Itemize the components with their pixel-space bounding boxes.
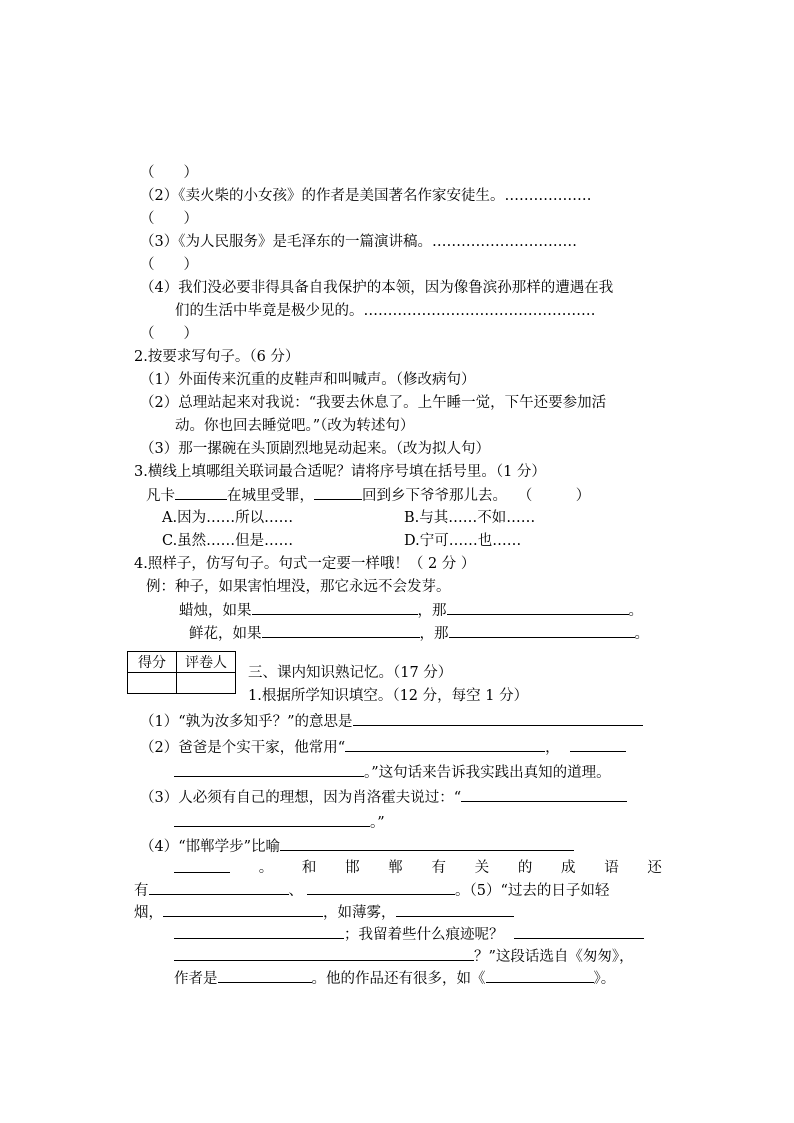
fill-3-text-1: （3）人必须有自己的理想，因为肖洛霍夫说过：“ — [140, 790, 462, 806]
judge-item-3: （3）《为人民服务》是毛泽东的一篇演讲稿。………………………… — [140, 234, 577, 250]
fill-4-word-4: 郸 — [388, 860, 403, 876]
fill-3-line2 — [174, 812, 385, 833]
fill-5-text-2: ，如薄雾， — [323, 905, 396, 921]
fill-4-blank-3[interactable] — [149, 880, 289, 895]
fill-4-line2 — [140, 858, 662, 878]
q4-line-1-part1: 蜡烛，如果 — [179, 603, 252, 619]
judge-paren-1[interactable]: （ ） — [140, 165, 198, 181]
score-cell[interactable] — [128, 673, 177, 694]
q3-blank-2[interactable] — [314, 485, 362, 500]
section-3-subtitle: 1.根据所学知识填空。（12 分，每空 1 分） — [248, 688, 529, 704]
q2-sentence-1: （1）外面传来沉重的皮鞋声和叫喊声。（修改病句） — [140, 372, 476, 388]
judge-item-4-line1: （4）我们没必要非得具备自我保护的本领，因为像鲁滨孙那样的遭遇在我 — [140, 280, 614, 296]
q3-option-c: C.虽然……但是…… — [162, 533, 294, 549]
fill-4-sep: 、 — [288, 883, 303, 899]
fill-4-line1 — [140, 836, 574, 857]
fill-2-blank-3[interactable] — [174, 762, 364, 777]
q4-line-1 — [179, 600, 643, 621]
judge-paren-3[interactable]: （ ） — [140, 257, 198, 273]
fill-4-line3 — [134, 880, 609, 901]
fill-4-text-1: （4）“邯郸学步”比喻 — [140, 839, 281, 855]
q4-line-2-part2: ，那 — [419, 626, 449, 642]
fill-4-word-8: 成 — [561, 860, 576, 876]
fill-5-text-1: 烟， — [134, 905, 163, 921]
q2-sentence-2-line2: 动。你也回去睡觉吧。”（改为转述句） — [175, 418, 415, 434]
fill-3-blank-2[interactable] — [174, 812, 370, 827]
fill-1 — [140, 711, 643, 732]
q3-stem-part3: 回到乡下爷爷那儿去。 — [362, 488, 507, 504]
score-header: 得分 — [128, 652, 177, 673]
q4-line-2-blank-2[interactable] — [449, 623, 635, 638]
q2-sentence-2-line1: （2）总理站起来对我说：“我要去休息了。上午睡一觉，下午还要参加活 — [140, 395, 607, 411]
q2-title: 2.按要求写句子。（6 分） — [134, 349, 300, 365]
fill-4-word-5: 有 — [431, 860, 446, 876]
fill-4-word-10: 还 — [647, 860, 662, 876]
fill-1-text: （1）“孰为汝多知乎？”的意思是 — [140, 714, 353, 730]
q4-title: 4.照样子，仿写句子。句式一定要一样哦！（ 2 分 ） — [134, 556, 476, 572]
fill-5-blank-7[interactable] — [486, 968, 594, 983]
q3-answer-paren[interactable]: （ ） — [525, 488, 591, 504]
q3-blank-1[interactable] — [175, 485, 227, 500]
fill-3-text-2: 。” — [370, 815, 385, 831]
judge-paren-4[interactable]: （ ） — [140, 326, 198, 342]
fill-5-text-6: 。他的作品还有很多，如《 — [311, 971, 486, 987]
fill-5-text-5: 作者是 — [174, 971, 218, 987]
q3-option-a: A.因为……所以…… — [162, 510, 294, 526]
fill-5-blank-2[interactable] — [396, 902, 514, 917]
fill-5-line4 — [174, 968, 615, 989]
q2-sentence-3: （3）那一摞碗在头顶剧烈地晃动起来。（改为拟人句） — [140, 441, 490, 457]
fill-4-blank-1[interactable] — [280, 836, 574, 851]
q4-line-2-part1: 鲜花，如果 — [189, 626, 262, 642]
fill-5-blank-5[interactable] — [174, 946, 474, 961]
fill-2-line2 — [174, 762, 611, 783]
fill-5-blank-4[interactable] — [514, 924, 644, 939]
fill-2-blank-2[interactable] — [570, 737, 626, 752]
fill-4-word-7: 的 — [517, 860, 533, 876]
fill-4-word-9: 语 — [604, 860, 619, 876]
q4-line-1-blank-2[interactable] — [447, 600, 629, 615]
q3-option-b: B.与其……不如…… — [404, 510, 536, 526]
fill-4-text-3: 。（5）“过去的日子如轻 — [455, 883, 610, 899]
q3-title: 3.横线上填哪组关联词最合适呢？请将序号填在括号里。（1 分） — [134, 464, 546, 480]
fill-5-text-7: 》。 — [593, 971, 616, 987]
fill-4-blank-4[interactable] — [307, 880, 455, 895]
judge-paren-2[interactable]: （ ） — [140, 211, 198, 227]
fill-5-blank-6[interactable] — [218, 968, 312, 983]
q3-stem-part2: 在城里受罪， — [227, 488, 314, 504]
q4-line-2 — [189, 623, 649, 644]
fill-4-word-1: 。 — [258, 860, 274, 876]
fill-2-blank-1[interactable] — [345, 737, 545, 752]
fill-5-blank-3[interactable] — [174, 924, 344, 939]
q4-line-2-end: 。 — [634, 626, 649, 642]
q3-stem-part1: 凡卡 — [146, 488, 175, 504]
fill-5-line2 — [174, 924, 644, 945]
fill-2-comma: ， — [545, 740, 560, 756]
fill-4-word-2: 和 — [301, 860, 317, 876]
fill-5-text-4: ？”这段话选自《匆匆》， — [474, 949, 634, 965]
fill-5-text-3: ；我留着些什么痕迹呢？ — [344, 927, 504, 943]
q4-line-1-blank-1[interactable] — [252, 600, 418, 615]
fill-5-line1 — [134, 902, 514, 923]
fill-1-blank[interactable] — [353, 711, 643, 726]
q3-option-d: D.宁可……也…… — [404, 533, 522, 549]
judge-item-4-line2: 们的生活中毕竟是极少见的。………………………………………… — [175, 303, 596, 319]
fill-2-text-1: （2）爸爸是个实干家，他常用“ — [140, 740, 346, 756]
fill-5-line3 — [174, 946, 634, 967]
fill-4-text-2: 有 — [134, 883, 149, 899]
q4-line-2-blank-1[interactable] — [262, 623, 420, 638]
fill-4-word-3: 邯 — [345, 860, 360, 876]
fill-2-line1 — [140, 737, 626, 758]
grader-cell[interactable] — [177, 673, 236, 694]
q3-stem — [146, 485, 590, 506]
fill-2-text-2: 。”这句话来告诉我实践出真知的道理。 — [364, 765, 611, 781]
q4-line-1-part2: ，那 — [417, 603, 447, 619]
fill-4-word-6: 关 — [474, 860, 490, 876]
fill-3-blank-1[interactable] — [461, 787, 627, 802]
score-table — [127, 651, 236, 694]
fill-5-blank-1[interactable] — [163, 902, 323, 917]
judge-item-2: （2）《卖火柴的小女孩》的作者是美国著名作家安徒生。……………… — [140, 188, 592, 204]
fill-3-line1 — [140, 787, 627, 808]
section-3-title: 三、课内知识熟记忆。（17 分） — [248, 665, 453, 681]
fill-4-blank-2[interactable] — [174, 858, 230, 873]
q4-example: 例：种子，如果害怕埋没，那它永远不会发芽。 — [146, 579, 451, 595]
q4-line-1-end: 。 — [628, 603, 643, 619]
grader-header: 评卷人 — [177, 652, 236, 673]
